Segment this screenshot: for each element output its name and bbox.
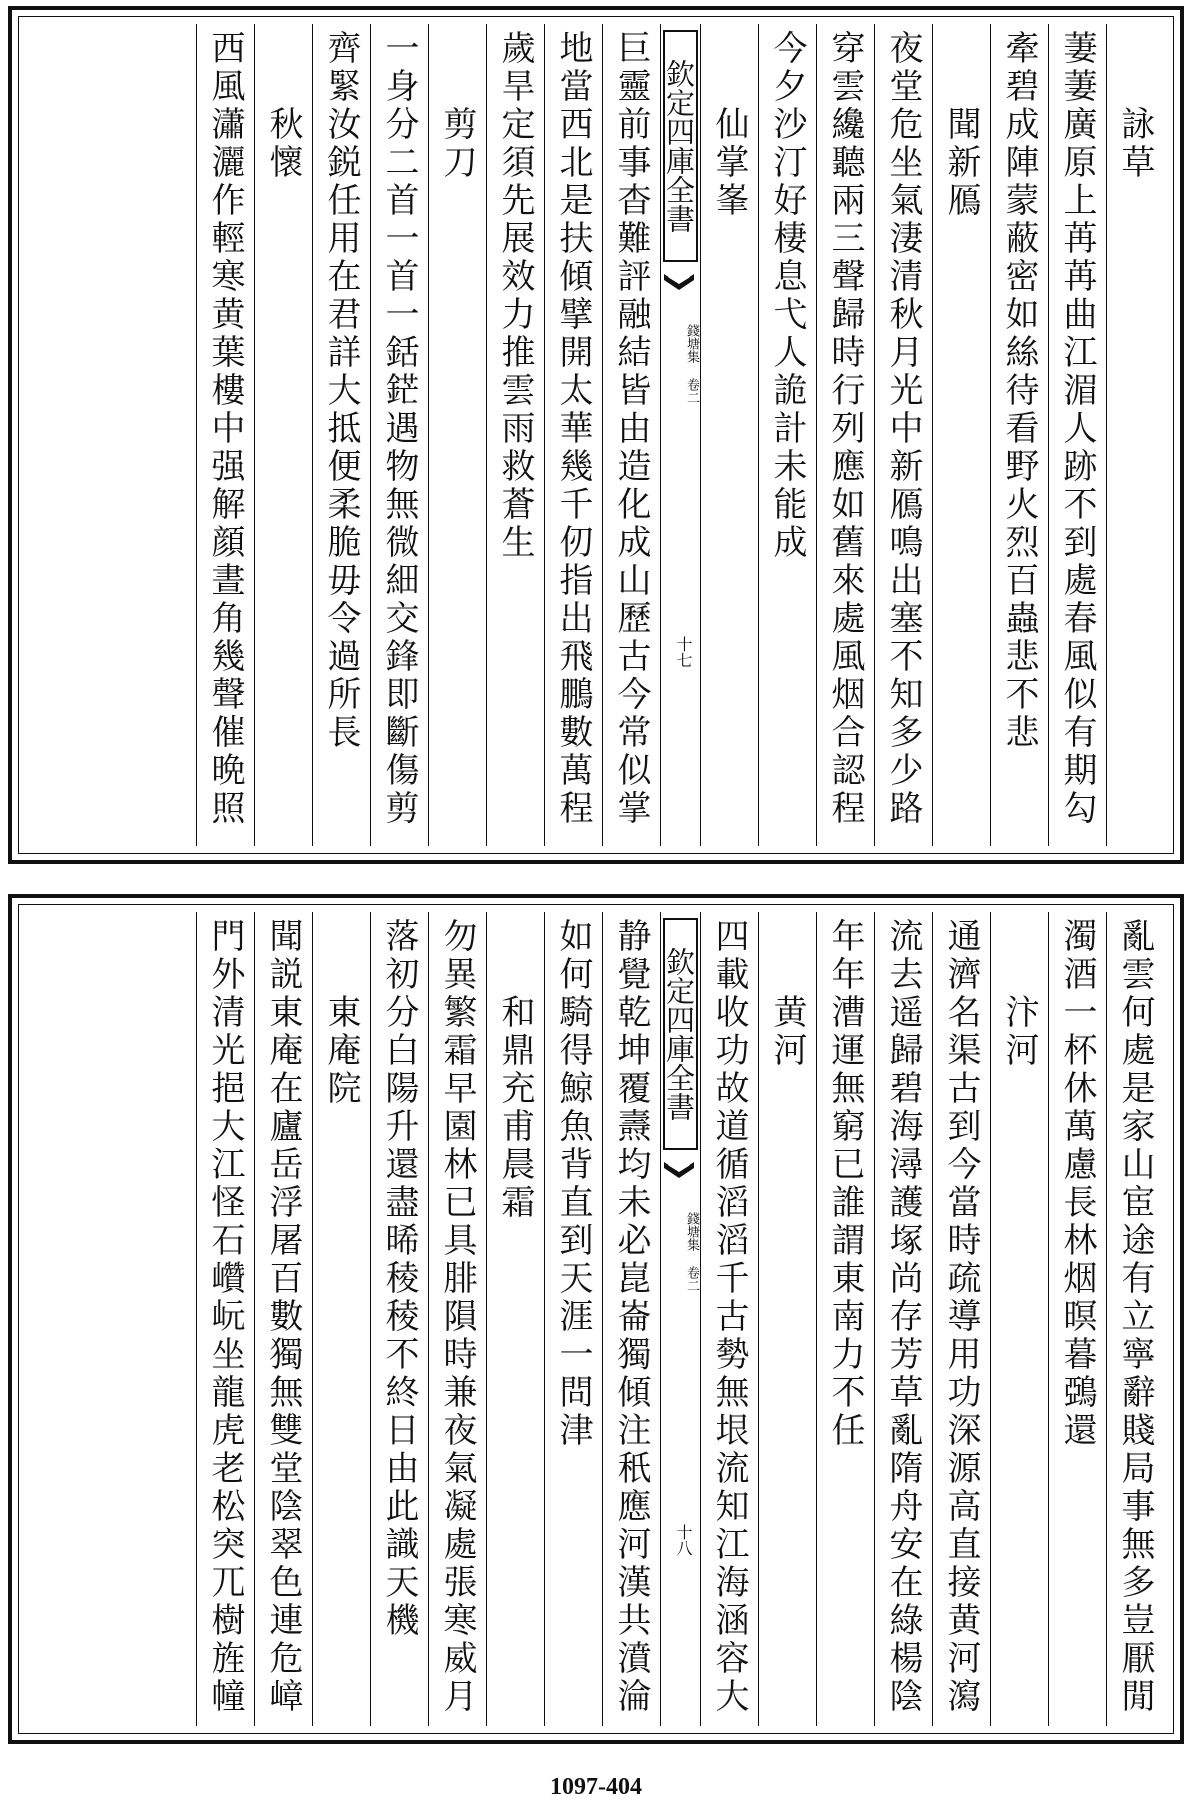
poem-line: 聞説東庵在廬岳浮屠百數獨無雙堂陰翠色連危嶂 — [263, 918, 303, 1716]
poem-line: 齊緊汝鋭任用在君詳大抵便柔脆毋令過所長 — [321, 30, 361, 752]
poem-title: 黄河 — [767, 994, 807, 1070]
poem-line: 萋萋廣原上苒苒曲江湄人跡不到處春風似有期勾 — [1057, 30, 1097, 828]
text-column — [254, 24, 312, 846]
text-column — [196, 912, 254, 1726]
text-column — [932, 912, 990, 1726]
poem-title: 仙掌峯 — [709, 106, 749, 220]
text-column — [312, 24, 370, 846]
poem-title: 秋懷 — [263, 106, 303, 182]
poem-title: 東庵院 — [321, 994, 361, 1108]
text-column — [1106, 24, 1164, 846]
lower-page-columns — [28, 912, 1164, 1726]
text-column — [1106, 912, 1164, 1726]
poem-line: 歲旱定須先展效力推雲雨救蒼生 — [495, 30, 535, 562]
text-column — [370, 24, 428, 846]
poem-line: 西風瀟灑作輕寒黄葉樓中强解顔晝角幾聲催晩照 — [205, 30, 245, 828]
text-column — [1048, 912, 1106, 1726]
poem-title: 汴河 — [999, 994, 1039, 1070]
text-column — [874, 24, 932, 846]
text-column — [1048, 24, 1106, 846]
text-column — [990, 24, 1048, 846]
poem-line: 門外清光挹大江怪石巑岏坐龍虎老松突兀樹旌幢 — [205, 918, 245, 1716]
text-column — [428, 24, 486, 846]
text-column — [816, 912, 874, 1726]
center-fold — [660, 912, 700, 1726]
upper-page — [8, 6, 1184, 864]
poem-line: 巨靈前事杳難評融結皆由造化成山歷古今常似掌 — [611, 30, 651, 828]
text-column — [758, 912, 816, 1726]
page-reference-number: 1097-404 — [550, 1774, 642, 1800]
library-title: 欽定四庫全書 — [663, 918, 698, 1150]
text-column — [486, 912, 544, 1726]
poem-line: 如何騎得鯨魚背直到天涯一問津 — [553, 918, 593, 1450]
poem-title: 詠草 — [1115, 106, 1155, 182]
text-column — [700, 24, 758, 846]
poem-line: 落初分白陽升還盡晞稜稜不終日由此識天機 — [379, 918, 419, 1640]
poem-line: 地當西北是扶傾擘開太華幾千仞指出飛鵬數萬程 — [553, 30, 593, 828]
poem-line: 一身分二首一首一銛鋩遇物無微細交鋒即斷傷剪 — [379, 30, 419, 828]
text-column — [758, 24, 816, 846]
text-column — [816, 24, 874, 846]
poem-line: 四載收功故道循滔滔千古勢無垠流知江海涵容大 — [709, 918, 749, 1716]
upper-page-columns — [28, 24, 1164, 846]
volume-label: 錢塘集 卷二 — [684, 1212, 699, 1292]
poem-line: 今夕沙汀好棲息弋人詭計未能成 — [767, 30, 807, 562]
text-column — [544, 912, 602, 1726]
fish-tail-mark-icon — [663, 272, 695, 292]
poem-line: 年年漕運無窮已誰謂東南力不任 — [825, 918, 865, 1450]
library-title: 欽定四庫全書 — [663, 30, 698, 262]
folio-number: 十七 — [674, 636, 693, 668]
text-column — [428, 912, 486, 1726]
folio-number: 十八 — [674, 1524, 693, 1556]
text-column — [602, 24, 660, 846]
poem-title: 聞新鴈 — [941, 106, 981, 220]
text-column — [874, 912, 932, 1726]
poem-line: 流去遥歸碧海潯護塚尚存芳草亂隋舟安在綠楊陰 — [883, 918, 923, 1716]
poem-line: 勿異繁霜早園林已具腓隕時兼夜氣凝處張寒威月 — [437, 918, 477, 1716]
poem-line: 夜堂危坐氣淒清秋月光中新鴈鳴出塞不知多少路 — [883, 30, 923, 828]
poem-line: 亂雲何處是家山宦途有立寧辭賤局事無多豈厭閒 — [1115, 918, 1155, 1716]
text-column — [254, 912, 312, 1726]
text-column — [486, 24, 544, 846]
poem-line: 穿雲纔聽兩三聲歸時行列應如舊來處風烟合認程 — [825, 30, 865, 828]
poem-line: 牽碧成陣蒙蔽密如絲待看野火烈百蟲悲不悲 — [999, 30, 1039, 752]
poem-line: 静覺乾坤覆燾均未必崑崙獨傾注秖應河漢共濆淪 — [611, 918, 651, 1716]
text-column — [602, 912, 660, 1726]
text-column — [544, 24, 602, 846]
center-fold — [660, 24, 700, 846]
text-column — [370, 912, 428, 1726]
text-column — [990, 912, 1048, 1726]
volume-label: 錢塘集 卷二 — [684, 324, 699, 404]
fish-tail-mark-icon — [663, 1160, 695, 1180]
text-column — [312, 912, 370, 1726]
text-column — [700, 912, 758, 1726]
poem-title: 剪刀 — [437, 106, 477, 182]
poem-line: 濁酒一杯休萬慮長林烟暝暮鵶還 — [1057, 918, 1097, 1450]
lower-page — [8, 894, 1184, 1744]
text-column — [196, 24, 254, 846]
poem-line: 通濟名渠古到今當時疏導用功深源高直接黄河瀉 — [941, 918, 981, 1716]
text-column — [932, 24, 990, 846]
poem-title: 和鼎充甫晨霜 — [495, 994, 535, 1222]
